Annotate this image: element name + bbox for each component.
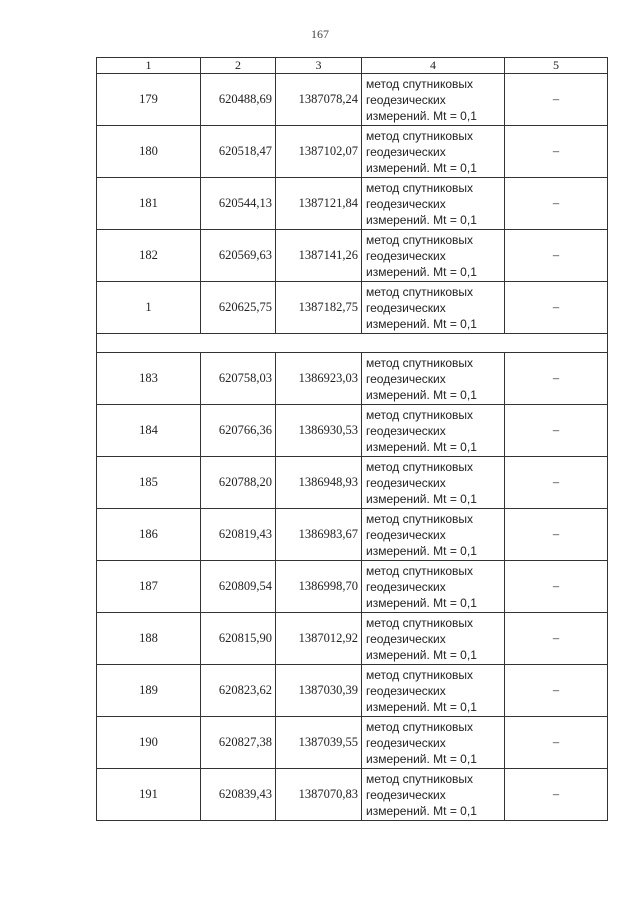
table-row — [97, 457, 608, 509]
coordinate-x: 620815,90 — [201, 613, 276, 665]
method-line-1: метод спутниковых — [366, 615, 474, 630]
method-line-2: геодезических — [366, 631, 446, 646]
method-line-1: метод спутниковых — [366, 128, 474, 143]
coordinate-y: 1387121,84 — [276, 178, 362, 230]
coordinate-y: 1387078,24 — [276, 74, 362, 126]
method-line-3: измерений. Mt = 0,1 — [366, 264, 477, 279]
method-line-1: метод спутниковых — [366, 180, 474, 195]
method-cell — [362, 457, 505, 509]
table-row — [97, 74, 608, 126]
table-row — [97, 717, 608, 769]
method-cell — [362, 353, 505, 405]
table-body-first-contour — [97, 74, 608, 334]
column-header-1: 1 — [97, 58, 201, 74]
point-number: 182 — [97, 230, 201, 282]
method-line-1: метод спутниковых — [366, 407, 474, 422]
column-5-value: – — [505, 613, 608, 665]
point-number: 191 — [97, 769, 201, 821]
method-line-2: геодезических — [366, 144, 446, 159]
method-line-3: измерений. Mt = 0,1 — [366, 543, 477, 558]
coordinate-x: 620827,38 — [201, 717, 276, 769]
method-line-3: измерений. Mt = 0,1 — [366, 699, 477, 714]
column-5-value: – — [505, 74, 608, 126]
method-line-1: метод спутниковых — [366, 771, 474, 786]
method-cell — [362, 717, 505, 769]
method-line-2: геодезических — [366, 423, 446, 438]
table-row — [97, 353, 608, 405]
table-row — [97, 405, 608, 457]
method-cell — [362, 230, 505, 282]
method-cell — [362, 126, 505, 178]
separator-row — [97, 334, 608, 353]
coordinate-y: 1386930,53 — [276, 405, 362, 457]
coordinate-y: 1387141,26 — [276, 230, 362, 282]
method-line-3: измерений. Mt = 0,1 — [366, 595, 477, 610]
table-row — [97, 509, 608, 561]
method-line-1: метод спутниковых — [366, 232, 474, 247]
point-number: 184 — [97, 405, 201, 457]
method-cell — [362, 509, 505, 561]
method-line-1: метод спутниковых — [366, 355, 474, 370]
table-row — [97, 178, 608, 230]
table-row — [97, 613, 608, 665]
column-5-value: – — [505, 457, 608, 509]
method-line-2: геодезических — [366, 300, 446, 315]
coordinate-y: 1387070,83 — [276, 769, 362, 821]
point-number: 181 — [97, 178, 201, 230]
method-line-3: измерений. Mt = 0,1 — [366, 647, 477, 662]
method-line-1: метод спутниковых — [366, 459, 474, 474]
coordinate-y: 1387030,39 — [276, 665, 362, 717]
method-line-3: измерений. Mt = 0,1 — [366, 212, 477, 227]
column-5-value: – — [505, 282, 608, 334]
coordinate-y: 1387102,07 — [276, 126, 362, 178]
table-separator — [97, 334, 608, 353]
method-line-1: метод спутниковых — [366, 563, 474, 578]
table-row — [97, 282, 608, 334]
coordinate-y: 1387039,55 — [276, 717, 362, 769]
coordinate-y: 1386923,03 — [276, 353, 362, 405]
method-cell — [362, 613, 505, 665]
coordinate-y: 1387012,92 — [276, 613, 362, 665]
method-cell — [362, 405, 505, 457]
point-number: 189 — [97, 665, 201, 717]
point-number: 187 — [97, 561, 201, 613]
method-line-2: геодезических — [366, 787, 446, 802]
table-row — [97, 561, 608, 613]
column-header-3: 3 — [276, 58, 362, 74]
table-row — [97, 126, 608, 178]
table-row — [97, 665, 608, 717]
point-number: 183 — [97, 353, 201, 405]
method-line-1: метод спутниковых — [366, 511, 474, 526]
method-line-3: измерений. Mt = 0,1 — [366, 316, 477, 331]
method-line-2: геодезических — [366, 196, 446, 211]
point-number: 186 — [97, 509, 201, 561]
point-number: 190 — [97, 717, 201, 769]
column-5-value: – — [505, 561, 608, 613]
table-row — [97, 769, 608, 821]
coordinate-y: 1387182,75 — [276, 282, 362, 334]
table-row — [97, 230, 608, 282]
method-line-1: метод спутниковых — [366, 76, 474, 91]
coordinate-x: 620766,36 — [201, 405, 276, 457]
column-5-value: – — [505, 509, 608, 561]
method-line-3: измерений. Mt = 0,1 — [366, 751, 477, 766]
coordinate-x: 620788,20 — [201, 457, 276, 509]
method-cell — [362, 74, 505, 126]
column-header-5: 5 — [505, 58, 608, 74]
method-line-2: геодезических — [366, 475, 446, 490]
coordinate-x: 620625,75 — [201, 282, 276, 334]
method-line-2: геодезических — [366, 92, 446, 107]
coordinate-x: 620488,69 — [201, 74, 276, 126]
column-5-value: – — [505, 769, 608, 821]
method-cell — [362, 178, 505, 230]
column-5-value: – — [505, 405, 608, 457]
page-number: 167 — [311, 27, 329, 41]
method-cell — [362, 282, 505, 334]
coordinate-x: 620809,54 — [201, 561, 276, 613]
column-header-4: 4 — [362, 58, 505, 74]
method-line-2: геодезических — [366, 527, 446, 542]
method-line-3: измерений. Mt = 0,1 — [366, 160, 477, 175]
method-line-3: измерений. Mt = 0,1 — [366, 803, 477, 818]
column-5-value: – — [505, 178, 608, 230]
coordinate-x: 620823,62 — [201, 665, 276, 717]
method-line-3: измерений. Mt = 0,1 — [366, 439, 477, 454]
coordinate-y: 1386998,70 — [276, 561, 362, 613]
coordinate-x: 620569,63 — [201, 230, 276, 282]
method-cell — [362, 769, 505, 821]
column-header-2: 2 — [201, 58, 276, 74]
method-line-2: геодезических — [366, 371, 446, 386]
coordinate-x: 620544,13 — [201, 178, 276, 230]
method-line-3: измерений. Mt = 0,1 — [366, 387, 477, 402]
method-line-3: измерений. Mt = 0,1 — [366, 108, 477, 123]
coordinate-y: 1386948,93 — [276, 457, 362, 509]
table-header-row — [97, 58, 608, 74]
coordinate-x: 620839,43 — [201, 769, 276, 821]
table-body-second-contour — [97, 353, 608, 821]
point-number: 1 — [97, 282, 201, 334]
point-number: 185 — [97, 457, 201, 509]
method-line-2: геодезических — [366, 735, 446, 750]
column-5-value: – — [505, 230, 608, 282]
method-line-2: геодезических — [366, 248, 446, 263]
method-cell — [362, 561, 505, 613]
coordinates-table — [96, 57, 608, 821]
method-cell — [362, 665, 505, 717]
method-line-3: измерений. Mt = 0,1 — [366, 491, 477, 506]
column-5-value: – — [505, 665, 608, 717]
point-number: 179 — [97, 74, 201, 126]
method-line-1: метод спутниковых — [366, 667, 474, 682]
method-line-2: геодезических — [366, 579, 446, 594]
column-5-value: – — [505, 717, 608, 769]
method-line-1: метод спутниковых — [366, 284, 474, 299]
coordinate-x: 620758,03 — [201, 353, 276, 405]
point-number: 180 — [97, 126, 201, 178]
coordinate-x: 620819,43 — [201, 509, 276, 561]
column-5-value: – — [505, 126, 608, 178]
coordinate-x: 620518,47 — [201, 126, 276, 178]
column-5-value: – — [505, 353, 608, 405]
method-line-1: метод спутниковых — [366, 719, 474, 734]
point-number: 188 — [97, 613, 201, 665]
method-line-2: геодезических — [366, 683, 446, 698]
coordinate-y: 1386983,67 — [276, 509, 362, 561]
